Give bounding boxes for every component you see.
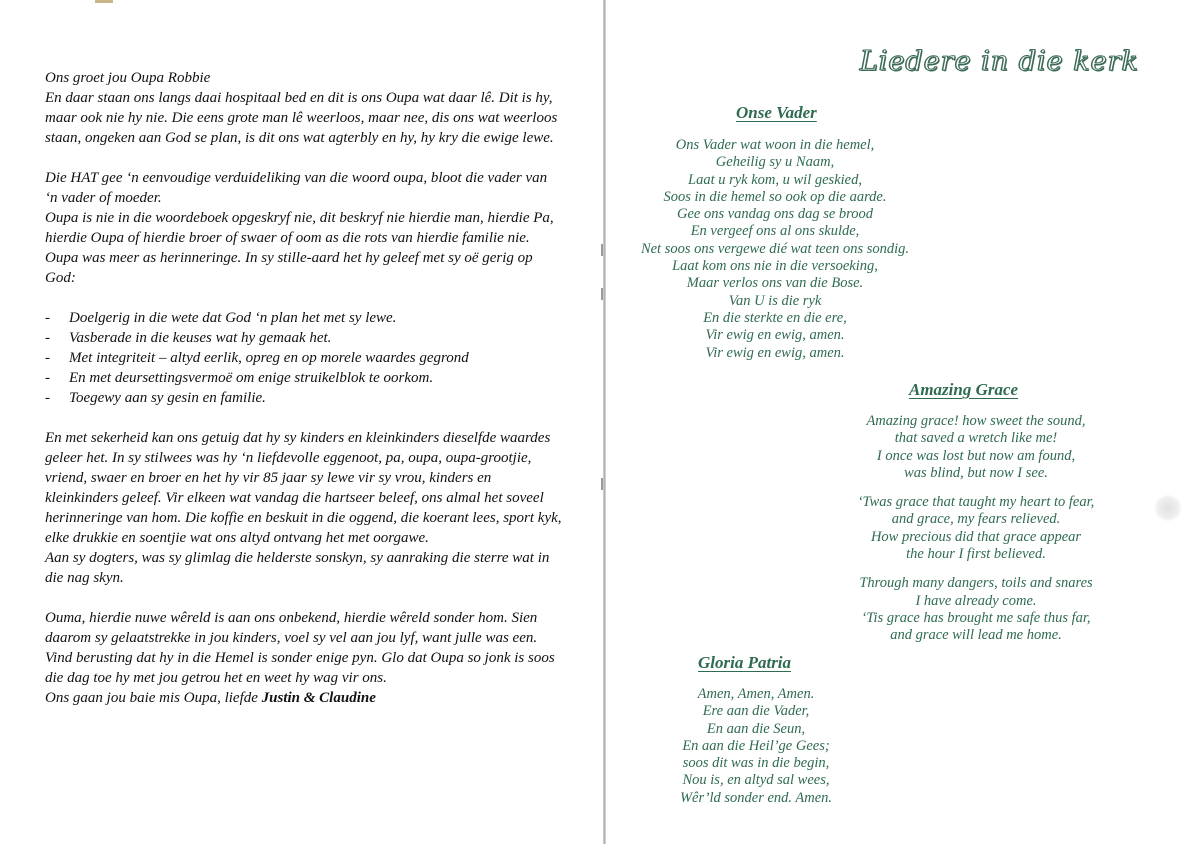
hymn-title-amazing-grace: Amazing Grace (909, 380, 1019, 399)
list-item: - Vasberade in die keuses wat hy gemaak het. (45, 330, 332, 346)
hat-definition: Die HAT gee ‘n eenvoudige verduideliking van die woord oupa, bloot die vader van ‘n vader of moeder. (45, 170, 548, 206)
bullet-dash: - (45, 330, 50, 346)
daughters-text: Aan sy dogters, was sy glimlag die helderste sonskyn, sy aanraking die sterre wat in die nag skyn. (45, 550, 550, 586)
tribute-intro (45, 68, 563, 148)
list-item: - Met integriteit – altyd eerlik, opreg en op morele waardes gegrond (45, 350, 469, 366)
list-item: - Toegewy aan sy gesin en familie. (45, 390, 266, 406)
bullet-dash: - (45, 370, 50, 386)
songs-page (606, 0, 1200, 844)
paper-smudge (1154, 495, 1182, 521)
qualities-list (45, 308, 563, 408)
tribute-paragraph-3 (45, 428, 563, 588)
memories-text: Oupa was meer as herinneringe. In sy stille-aard het hy geleef met sy oë gerig op God: (45, 250, 533, 286)
stanza-gap (828, 563, 1124, 575)
dictionary-text: Oupa is nie in die woordeboek opgeskryf nie, dit beskryf nie hierdie man, hierdie Pa, hierdie Oupa of hierdie broer of swaer of oom as die rots van hierdie familie nie. (45, 210, 554, 246)
tribute-text (45, 68, 563, 708)
tribute-paragraph-4 (45, 608, 563, 708)
bullet-dash: - (45, 390, 50, 406)
list-item: - Doelgerig in die wete dat God ‘n plan het met sy lewe. (45, 310, 397, 326)
hymn-title-gloria-patria: Gloria Patria (698, 653, 792, 672)
ouma-text: Ouma, hierdie nuwe wêreld is aan ons onbekend, hierdie wêreld sonder hom. Sien daarom sy gelaatstrekke in jou kinders, voel sy vel aan jou lyf, want julle was een. Vind berusting dat hy in die Hemel is sonder enige pyn. Glo dat Oupa so jonk is soos die dag toe hy met jou getrou het en weet hy wag vir ons. (45, 610, 555, 686)
hymn-lyrics-onse-vader: Ons Vader wat woon in die hemel, Geheilig sy u Naam, Laat u ryk kom, u wil geskied, Soos in die hemel so ook op die aarde. Gee ons vandag ons dag se brood En vergeef ons al ons skulde, Net soos ons vergewe dié wat teen ons sondig. Laat kom ons nie in die versoeking, Maar verlos ons van die Bose. Van U is die ryk En die sterkte en die ere, Vir ewig en ewig, amen. Vir ewig en ewig, amen. (640, 137, 910, 361)
tribute-paragraph-2 (45, 168, 563, 288)
stanza-gap (828, 482, 1124, 494)
bullet-dash: - (45, 310, 50, 326)
hymn-lyrics-gloria-patria: Amen, Amen, Amen. Ere aan die Vader, En aan die Seun, En aan die Heil’ge Gees; soos dit was in die begin, Nou is, en altyd sal wees, Wêr’ld sonder end. Amen. (679, 686, 833, 806)
signatories: Justin & Claudine (261, 690, 376, 706)
bullet-dash: - (45, 350, 50, 366)
greeting-line: Ons groet jou Oupa Robbie (45, 70, 211, 86)
list-item: - En met deursettingsvermoë om enige struikelblok te oorkom. (45, 370, 434, 386)
hymn-title-onse-vader: Onse Vader (736, 103, 817, 122)
songs-page-title: Liedere in die kerk (860, 46, 1139, 77)
values-text: En met sekerheid kan ons getuig dat hy sy kinders en kleinkinders dieselfde waardes geleer het. In sy stilwees was hy ‘n liefdevolle eggenoot, pa, oupa, oupa-grootjie, vriend, swaer en broer en het hy vir 85 jaar sy lewe vir sy vrou, kinders en kleinkinders geleef. Vir elkeen wat vandag die hartseer beleef, ons almal het soveel herinneringe van hom. Die koffie en beskuit in die oggend, die koerant lees, sport kyk, elke drukkie en soentjie wat ons altyd ontvang het met oorgawe. (45, 430, 562, 546)
closing-line: Ons gaan jou baie mis Oupa, liefde Justin & Claudine (45, 690, 376, 706)
hospital-paragraph: En daar staan ons langs daai hospitaal bed en dit is ons Oupa wat daar lê. Dit is hy, maar ook nie hy nie. Die eens grote man lê weerloos, maar nee, dis ons wat weerloos staan, ongeken aan God se plan, is dit ons wat agterbly en hy, hy kry die ewige lewe. (45, 90, 558, 146)
hymn-lyrics-amazing-grace: Amazing grace! how sweet the sound, that saved a wretch like me! I once was lost but now am found, was blind, but now I see. ‘Twas grace that taught my heart to fear, and grace, my fears relieved. How precious did that grace appear the hour I first believed. Through many dangers, toils and snares I have already come. ‘Tis grace has brought me safe thus far, and grace will lead me home. (828, 413, 1124, 645)
